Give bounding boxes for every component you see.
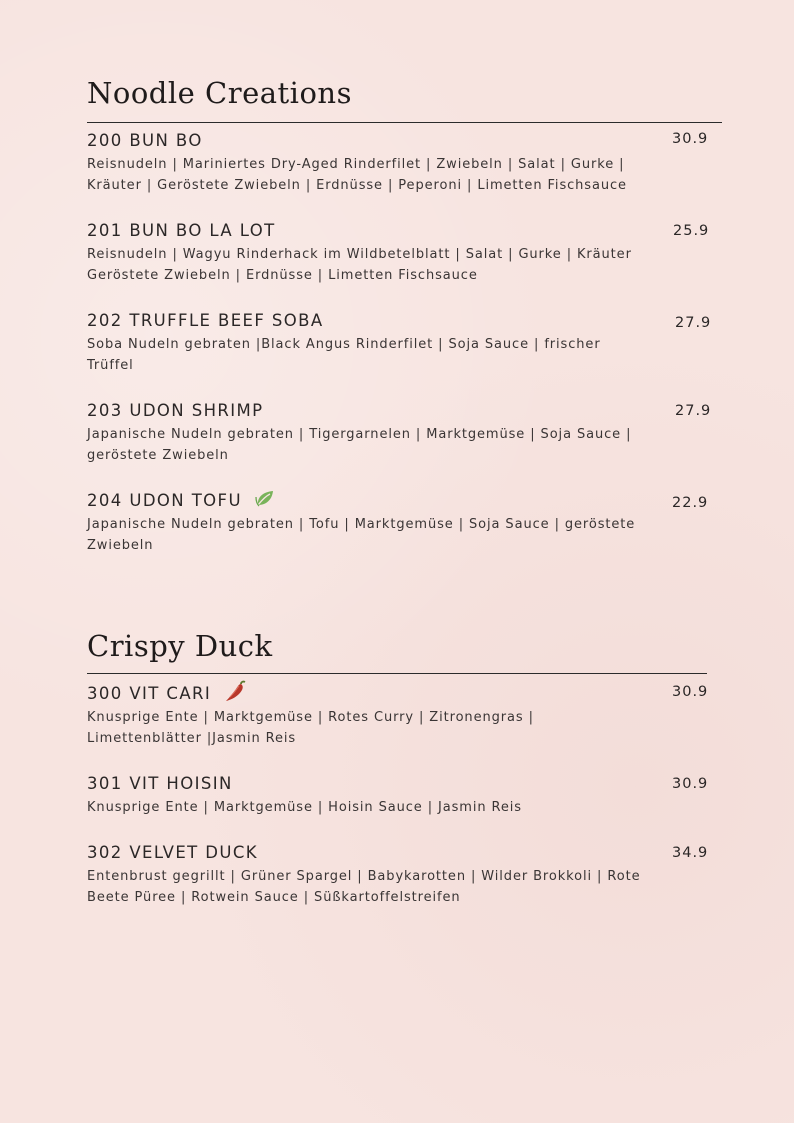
chili-spicy-icon [223, 679, 249, 709]
menu-item-300 [87, 683, 717, 749]
item-price: 22.9 [672, 495, 709, 511]
item-name: 203 UDON SHRIMP [87, 401, 264, 420]
item-name: 202 TRUFFLE BEEF SOBA [87, 311, 324, 330]
item-price: 25.9 [673, 223, 710, 239]
menu-item-204 [87, 490, 717, 556]
item-name: 204 UDON TOFU [87, 491, 242, 510]
item-description: Soba Nudeln gebraten |Black Angus Rinderfilet | Soja Sauce | frischer Trüffel [87, 337, 601, 373]
menu-item-201 [87, 220, 717, 286]
item-name-row [87, 490, 717, 512]
item-name: 200 BUN BO [87, 131, 203, 150]
item-description: Reisnudeln | Wagyu Rinderhack im Wildbetelblatt | Salat | Gurke | Kräuter Geröstete Zwiebeln | Erdnüsse | Limetten Fischsauce [87, 247, 632, 283]
item-description: Japanische Nudeln gebraten | Tigergarnelen | Marktgemüse | Soja Sauce | geröstete Zwiebeln [87, 427, 632, 463]
item-price: 34.9 [672, 845, 709, 861]
menu-item-203 [87, 400, 717, 466]
item-description: Knusprige Ente | Marktgemüse | Rotes Curry | Zitronengras | Limettenblätter |Jasmin Reis [87, 710, 534, 746]
section-divider [87, 673, 707, 674]
section-title-noodle-creations: Noodle Creations [87, 76, 352, 110]
menu-item-301 [87, 773, 717, 818]
item-price: 30.9 [672, 131, 709, 147]
item-description: Reisnudeln | Mariniertes Dry-Aged Rinderfilet | Zwiebeln | Salat | Gurke | Kräuter | Geröstete Zwiebeln | Erdnüsse | Peperoni | Limetten Fischsauce [87, 157, 627, 193]
section-divider [87, 122, 722, 123]
item-price: 27.9 [675, 403, 712, 419]
item-description: Entenbrust gegrillt | Grüner Spargel | Babykarotten | Wilder Brokkoli | Rote Beete Püree | Rotwein Sauce | Süßkartoffelstreifen [87, 869, 641, 905]
item-name-row [87, 683, 717, 705]
vegan-leaf-icon [254, 488, 276, 514]
item-price: 30.9 [672, 684, 709, 700]
menu-item-302 [87, 842, 717, 908]
menu-item-202 [87, 310, 717, 376]
item-description: Japanische Nudeln gebraten | Tofu | Marktgemüse | Soja Sauce | geröstete Zwiebeln [87, 517, 636, 553]
item-name: 301 VIT HOISIN [87, 774, 233, 793]
item-description: Knusprige Ente | Marktgemüse | Hoisin Sauce | Jasmin Reis [87, 800, 522, 815]
item-name: 302 VELVET DUCK [87, 843, 258, 862]
section-title-crispy-duck: Crispy Duck [87, 629, 273, 663]
item-price: 30.9 [672, 776, 709, 792]
menu-item-200 [87, 130, 717, 196]
item-name: 300 VIT CARI [87, 684, 212, 703]
item-price: 27.9 [675, 315, 712, 331]
item-name: 201 BUN BO LA LOT [87, 221, 276, 240]
